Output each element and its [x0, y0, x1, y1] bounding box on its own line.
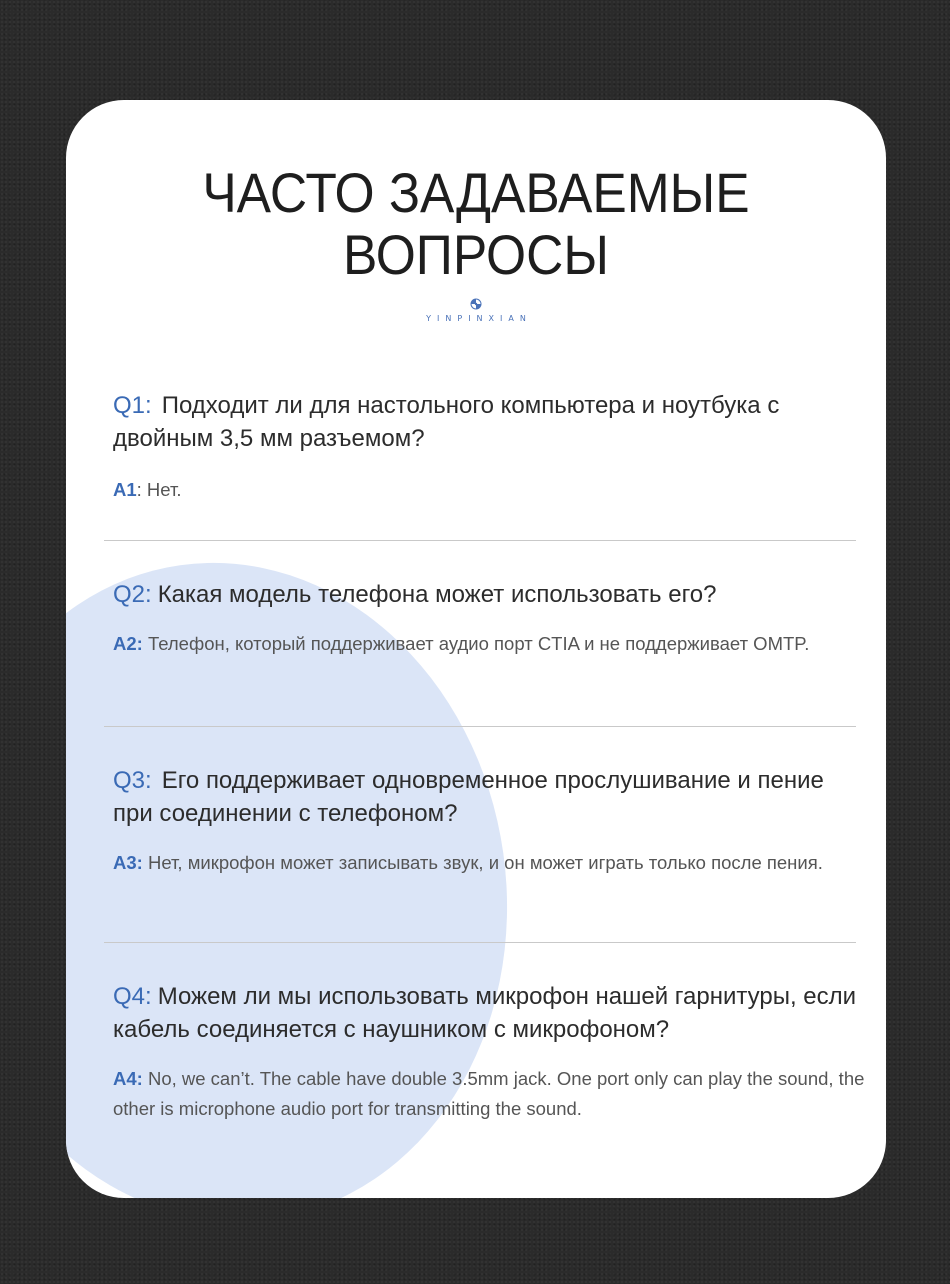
- faq-item-2: [113, 578, 858, 659]
- question-text: Его поддерживает одновременное прослушивание и пение при соединении с телефоном?: [113, 767, 824, 827]
- answer-text: Нет, микрофон может записывать звук, и он может играть только после пения.: [147, 852, 823, 873]
- faq-answer-4: [113, 1064, 873, 1124]
- title-line-1: ЧАСТО ЗАДАВАЕМЫЕ: [202, 161, 750, 224]
- faq-question-2: [113, 578, 858, 611]
- divider: [104, 726, 856, 727]
- faq-card: [66, 100, 886, 1198]
- answer-text: No, we can’t. The cable have double 3.5mm jack. One port only can play the sound, the other is microphone audio port for transmitting the sound.: [113, 1068, 865, 1119]
- question-label: Q3:: [113, 767, 152, 794]
- faq-item-1: [113, 389, 858, 505]
- divider: [104, 540, 856, 541]
- answer-label: A4:: [113, 1068, 143, 1089]
- question-label: Q1:: [113, 392, 152, 419]
- answer-text: : Нет.: [136, 479, 182, 500]
- answer-label: A3:: [113, 852, 143, 873]
- faq-answer-3: [113, 848, 858, 878]
- faq-item-3: [113, 764, 858, 878]
- page-title: [99, 162, 853, 286]
- question-label: Q2:: [113, 581, 152, 608]
- faq-header: [66, 162, 886, 323]
- question-text: Какая модель телефона может использовать его?: [157, 581, 717, 608]
- divider: [104, 942, 856, 943]
- faq-question-4: [113, 980, 873, 1046]
- faq-question-3: [113, 764, 858, 830]
- faq-question-1: [113, 389, 858, 455]
- faq-item-4: [113, 980, 873, 1124]
- faq-answer-2: [113, 629, 858, 659]
- answer-label: A2:: [113, 633, 143, 654]
- answer-label: A1: [113, 479, 137, 500]
- fan-logo-icon: [470, 298, 482, 310]
- faq-answer-1: [113, 475, 858, 505]
- question-label: Q4:: [113, 983, 152, 1010]
- question-text: Можем ли мы использовать микрофон нашей гарнитуры, если кабель соединяется с наушником с микрофоном?: [113, 983, 857, 1043]
- title-line-2: ВОПРОСЫ: [343, 223, 609, 286]
- answer-text: Телефон, который поддерживает аудио порт CTIA и не поддерживает OMTP.: [147, 633, 810, 654]
- question-text: Подходит ли для настольного компьютера и ноутбука с двойным 3,5 мм разъемом?: [113, 392, 780, 452]
- brand-name: YINPINXIAN: [426, 314, 532, 323]
- brand-mark: [66, 298, 886, 323]
